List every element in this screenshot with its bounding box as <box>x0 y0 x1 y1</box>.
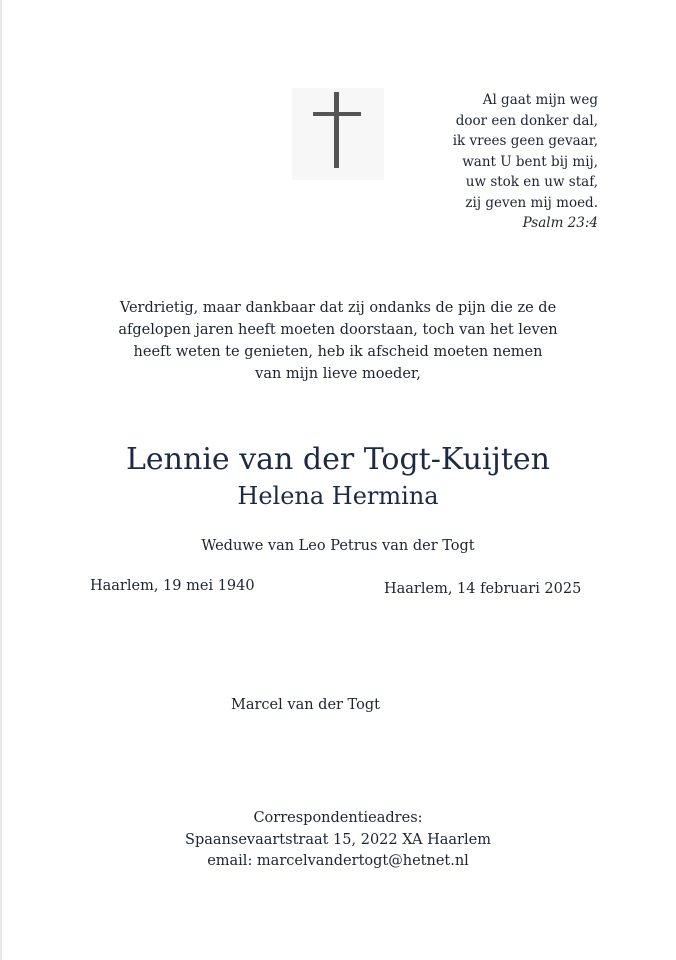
psalm-line: Al gaat mijn weg <box>482 92 598 108</box>
intro-line: Verdrietig, maar dankbaar dat zij ondanks de pijn die ze de <box>119 300 557 316</box>
correspondence-address <box>0 808 676 873</box>
widow-of-text: Weduwe van Leo Petrus van der Togt <box>201 538 475 554</box>
psalm-line: ik vrees geen gevaar, <box>452 133 598 149</box>
psalm-line: zij geven mij moed. <box>465 194 598 211</box>
psalm-line: uw stok en uw staf, <box>465 174 598 190</box>
intro-text <box>60 297 616 385</box>
psalm-reference: Psalm 23:4 <box>522 215 598 231</box>
deceased-given-names: Helena Hermina <box>237 482 439 510</box>
signer-name: Marcel van der Togt <box>231 697 380 713</box>
psalm-line: want U bent bij mij, <box>462 153 598 170</box>
address-email: email: marcelvandertogt@hetnet.nl <box>207 853 469 869</box>
cross-icon <box>292 88 384 180</box>
intro-line: heeft weten te genieten, heb ik afscheid moeten nemen <box>133 344 543 360</box>
intro-line: afgelopen jaren heeft moeten doorstaan, toch van het leven <box>118 322 558 338</box>
cross-icon-graphic <box>292 88 384 180</box>
psalm-quote <box>378 90 598 234</box>
psalm-line: door een donker dal, <box>455 112 598 129</box>
birth-date: Haarlem, 19 mei 1940 <box>90 578 255 594</box>
address-street: Spaansevaartstraat 15, 2022 XA Haarlem <box>185 831 491 848</box>
intro-line: van mijn lieve moeder, <box>255 366 421 382</box>
address-label: Correspondentieadres: <box>253 810 423 826</box>
deceased-name: Lennie van der Togt-Kuijten <box>126 442 550 477</box>
death-date: Haarlem, 14 februari 2025 <box>384 581 582 597</box>
